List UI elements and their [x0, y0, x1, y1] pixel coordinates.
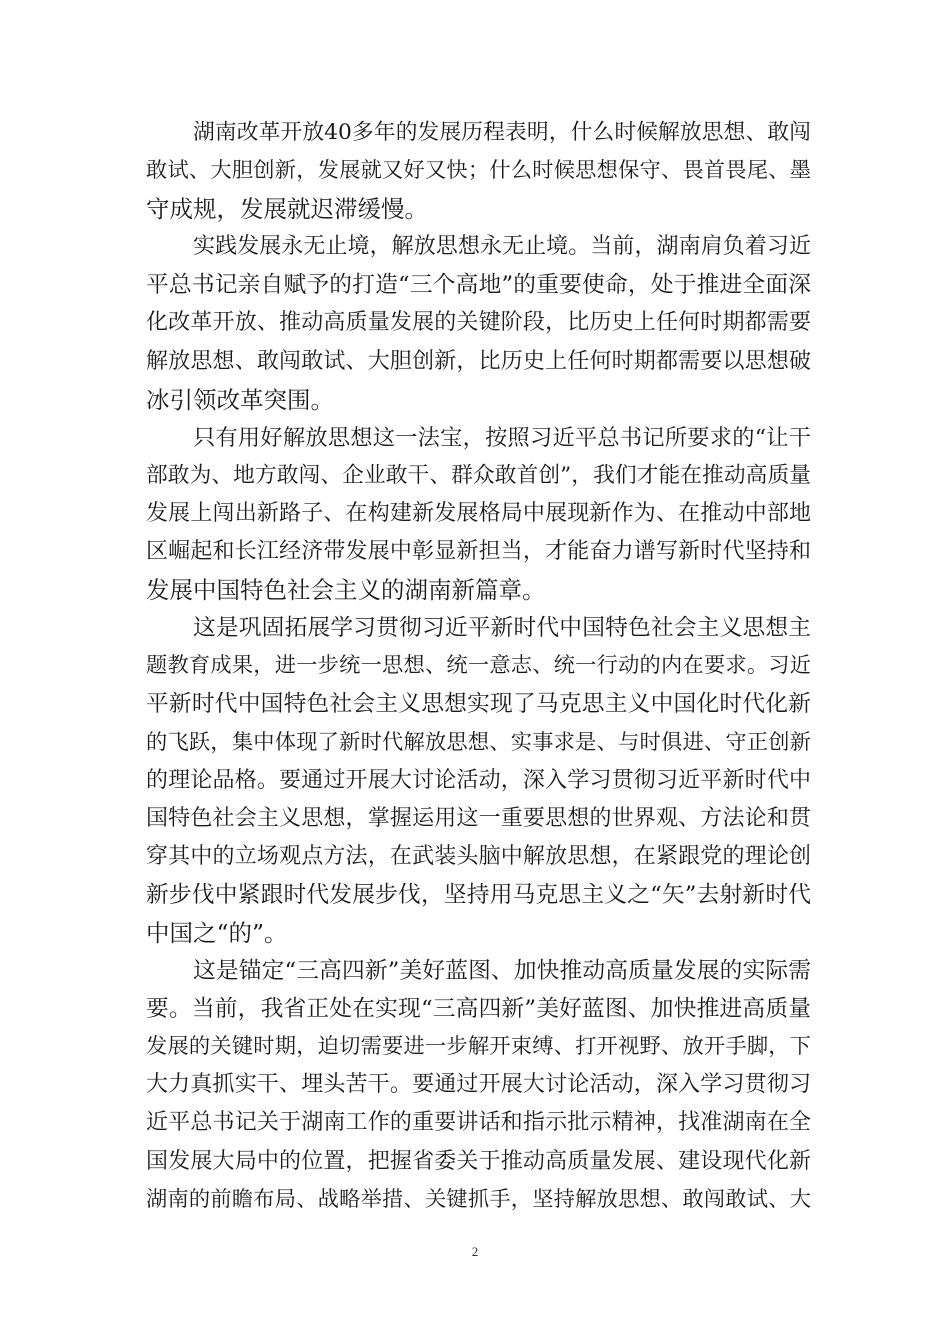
body-text — [146, 114, 811, 1219]
text-line: 化改革开放、推动高质量发展的关键阶段，比历史上任何时期都需要 — [146, 310, 811, 336]
text-line: 题教育成果，进一步统一思想、统一意志、统一行动的内在要求。习近 — [146, 653, 811, 679]
text-line: 中国之“的”。 — [146, 918, 288, 947]
text-line: 这是巩固拓展学习贯彻习近平新时代中国特色社会主义思想主 — [193, 615, 811, 642]
text-line: 实践发展永无止境，解放思想永无止境。当前，湖南肩负着习近 — [193, 234, 811, 260]
text-line: 发展上闯出新路子、在构建新发展格局中展现新作为、在推动中部地 — [146, 500, 811, 526]
text-line: 湖南改革开放40多年的发展历程表明，什么时候解放思想、敢闯 — [193, 120, 811, 145]
text-line: 守成规，发展就迟滞缓慢。 — [146, 195, 428, 224]
text-line: 区崛起和长江经济带发展中彰显新担当，才能奋力谱写新时代坚持和 — [146, 539, 811, 565]
text-line: 这是锚定“三高四新”美好蓝图、加快推动高质量发展的实际需 — [193, 958, 811, 985]
text-line: 只有用好解放思想这一法宝，按照习近平总书记所要求的“让干 — [193, 424, 811, 451]
text-line: 平总书记亲自赋予的打造“三个高地”的重要使命，处于推进全面深 — [146, 272, 811, 299]
text-line: 的飞跃，集中体现了新时代解放思想、实事求是、与时俱进、守正创新 — [146, 729, 811, 755]
page-number: 2 — [471, 1244, 479, 1259]
text-line: 要。当前，我省正处在实现“三高四新”美好蓝图、加快推进高质量 — [146, 996, 811, 1023]
text-line: 国特色社会主义思想，掌握运用这一重要思想的世界观、方法论和贯 — [146, 805, 811, 831]
text-line: 湖南的前瞻布局、战略举措、关键抓手，坚持解放思想、敢闯敢试、大 — [146, 1186, 811, 1212]
text-line: 的理论品格。要通过开展大讨论活动，深入学习贯彻习近平新时代中 — [146, 767, 811, 793]
text-line: 发展中国特色社会主义的湖南新篇章。 — [146, 576, 546, 605]
text-line: 发展的关键时期，迫切需要进一步解开束缚、打开视野、放开手脚，下 — [146, 1034, 811, 1060]
text-line: 部敢为、地方敢闯、企业敢干、群众敢首创”，我们才能在推动高质量 — [146, 462, 811, 488]
text-line: 平新时代中国特色社会主义思想实现了马克思主义中国化时代化新 — [146, 691, 811, 718]
text-line: 冰引领改革突围。 — [146, 385, 334, 414]
text-line: 敢试、大胆创新，发展就又好又快；什么时候思想保守、畏首畏尾、墨 — [146, 158, 811, 184]
text-line: 国发展大局中的位置，把握省委关于推动高质量发展、建设现代化新 — [146, 1148, 811, 1174]
text-line: 穿其中的立场观点方法，在武装头脑中解放思想，在紧跟党的理论创 — [146, 843, 811, 869]
text-line: 近平总书记关于湖南工作的重要讲话和指示批示精神，找准湖南在全 — [146, 1110, 811, 1136]
text-line: 解放思想、敢闯敢试、大胆创新，比历史上任何时期都需要以思想破 — [146, 348, 811, 374]
text-line: 新步伐中紧跟时代发展步伐，坚持用马克思主义之“矢”去射新时代 — [146, 881, 811, 908]
text-line: 大力真抓实干、埋头苦干。要通过开展大讨论活动，深入学习贯彻习 — [146, 1072, 811, 1098]
